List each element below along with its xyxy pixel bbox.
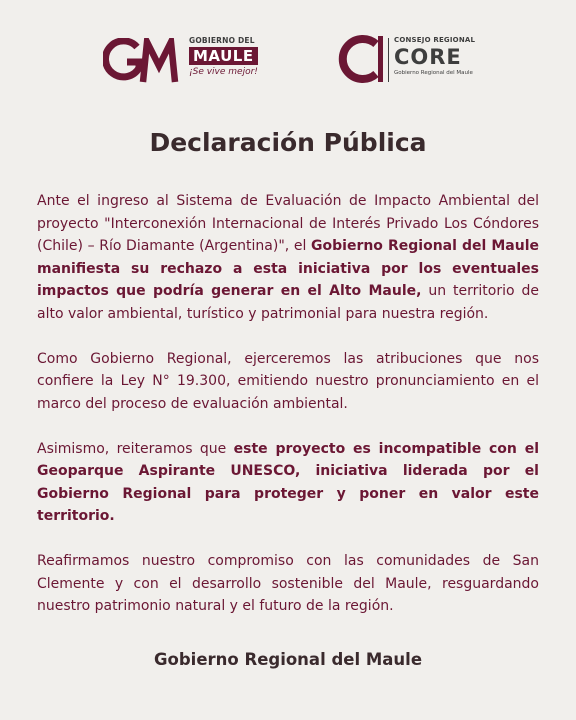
paragraph-1-text-a: Ante el ingreso al Sistema de Evaluación de Impacto Ambiental del proyecto "Interconexión Internacional de Interés Privado Los Cóndores (Chile) – Río Diamante (Argentina)", el	[37, 193, 539, 254]
gm-top-text: GOBIERNO DEL	[189, 36, 255, 45]
core-logo	[338, 34, 498, 88]
paragraph-3	[37, 438, 539, 528]
paragraph-1-emphasis: Gobierno Regional del Maule manifiesta su rechazo a esta iniciativa por los eventuales impactos que podría generar en el Alto Maule,	[37, 238, 539, 299]
paragraph-3-emphasis: este proyecto es incompatible con el Geoparque Aspirante UNESCO, iniciativa liderada por el Gobierno Regional para proteger y poner en valor este territorio.	[37, 440, 539, 524]
paragraph-3-text-a: Asimismo, reiteramos que	[37, 440, 234, 457]
header-logos	[0, 30, 576, 92]
paragraph-1	[37, 190, 539, 325]
paragraph-2-text: Como Gobierno Regional, ejerceremos las atribuciones que nos confiere la Ley N° 19.300, emitiendo nuestro pronunciamiento en el marco del proceso de evaluación ambiental.	[37, 350, 539, 412]
gm-logo-text	[189, 36, 273, 78]
core-logo-text	[394, 36, 504, 77]
paragraph-1-text-c: un territorio de alto valor ambiental, turístico y patrimonial para nuestra región.	[37, 283, 540, 322]
declaration-body	[37, 190, 539, 640]
paragraph-2	[37, 348, 539, 416]
paragraph-4-text: Reafirmamos nuestro compromiso con las comunidades de San Clemente y con el desarrollo sostenible del Maule, resguardando nuestro patrimonio natural y el futuro de la región.	[37, 553, 539, 614]
core-c-icon	[338, 34, 384, 84]
core-name: CORE	[394, 45, 462, 69]
gm-slogan: ¡Se vive mejor!	[189, 67, 258, 77]
signature: Gobierno Regional del Maule	[153, 650, 423, 669]
gm-monogram-icon	[103, 38, 183, 84]
gm-name: MAULE	[189, 47, 258, 65]
core-divider	[388, 38, 389, 82]
core-top-text: CONSEJO REGIONAL	[394, 36, 476, 44]
gobierno-maule-logo	[103, 34, 273, 88]
paragraph-4	[37, 550, 539, 618]
page-title: Declaración Pública	[149, 128, 427, 157]
core-sub-text: Gobierno Regional del Maule	[394, 70, 473, 76]
